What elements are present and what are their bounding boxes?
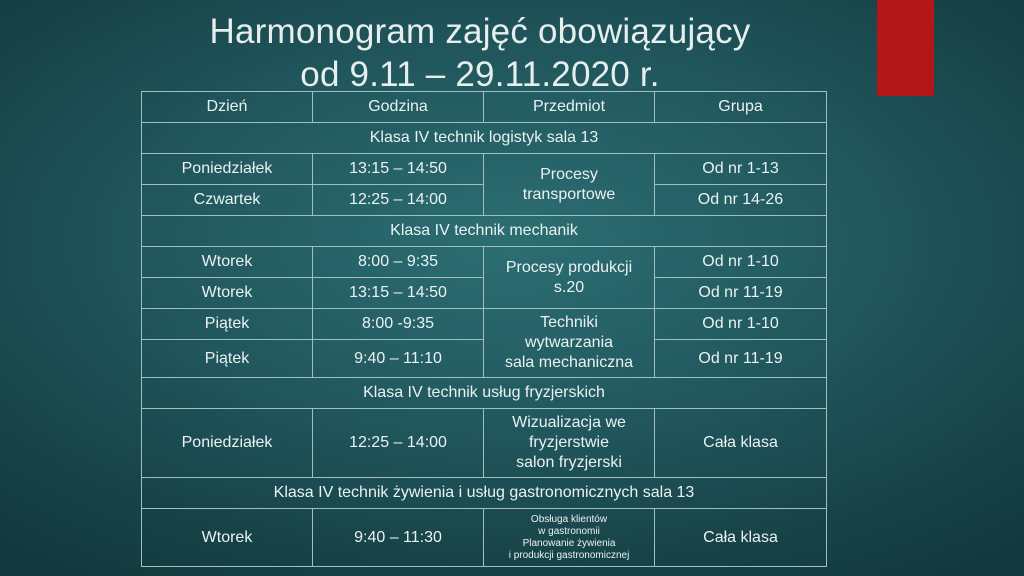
cell-day: Wtorek <box>142 509 313 567</box>
cell-subject <box>484 154 655 216</box>
subject-line: Procesy <box>540 165 598 183</box>
subject-line: salon fryzjerski <box>516 454 622 471</box>
header-row <box>142 92 827 123</box>
cell-group: Od nr 14-26 <box>655 185 827 216</box>
header-subject: Przedmiot <box>484 92 655 123</box>
cell-day: Piątek <box>142 309 313 340</box>
header-group: Grupa <box>655 92 827 123</box>
subject-line: Techniki <box>540 314 598 331</box>
cell-time: 9:40 – 11:30 <box>313 509 484 567</box>
subject-line: i produkcji gastronomicznej <box>508 549 630 561</box>
cell-time: 8:00 -9:35 <box>313 309 484 340</box>
section-title-row <box>142 123 827 154</box>
section-title: Klasa IV technik żywienia i usług gastronomicznych sala 13 <box>142 478 827 509</box>
schedule-table <box>141 91 827 567</box>
section-title: Klasa IV technik logistyk sala 13 <box>142 123 827 154</box>
subject-line: fryzjerstwie <box>528 434 609 451</box>
cell-subject <box>484 247 655 309</box>
cell-day: Poniedziałek <box>142 154 313 185</box>
section-title: Klasa IV technik usług fryzjerskich <box>142 378 827 409</box>
subject-line: sala mechaniczna <box>504 354 634 371</box>
cell-time: 13:15 – 14:50 <box>313 278 484 309</box>
table-row <box>142 409 827 478</box>
cell-subject <box>484 309 655 378</box>
cell-day: Wtorek <box>142 278 313 309</box>
cell-day: Piątek <box>142 340 313 378</box>
cell-group: Cała klasa <box>655 409 827 478</box>
cell-subject <box>484 409 655 478</box>
cell-time: 8:00 – 9:35 <box>313 247 484 278</box>
cell-day: Czwartek <box>142 185 313 216</box>
table-row <box>142 247 827 278</box>
cell-time: 12:25 – 14:00 <box>313 409 484 478</box>
cell-day: Wtorek <box>142 247 313 278</box>
cell-group: Od nr 11-19 <box>655 278 827 309</box>
header-time: Godzina <box>313 92 484 123</box>
section-title-row <box>142 478 827 509</box>
table-row <box>142 154 827 185</box>
slide-title <box>120 10 840 96</box>
cell-time: 12:25 – 14:00 <box>313 185 484 216</box>
cell-time: 13:15 – 14:50 <box>313 154 484 185</box>
header-day: Dzień <box>142 92 313 123</box>
subject-line: transportowe <box>522 185 616 203</box>
subject-line: Planowanie żywienia <box>522 537 616 549</box>
subject-line: w gastronomii <box>538 525 600 537</box>
cell-time: 9:40 – 11:10 <box>313 340 484 378</box>
cell-group: Od nr 1-10 <box>655 247 827 278</box>
cell-group: Od nr 1-10 <box>655 309 827 340</box>
cell-group: Od nr 1-13 <box>655 154 827 185</box>
subject-line: Wizualizacja we <box>512 414 626 431</box>
subject-line: Procesy produkcji <box>505 258 633 276</box>
cell-subject <box>484 509 655 567</box>
accent-bar <box>877 0 934 96</box>
title-line-1: Harmonogram zajęć obowiązujący <box>209 12 751 51</box>
cell-day: Poniedziałek <box>142 409 313 478</box>
subject-line: s.20 <box>553 278 585 296</box>
title-line-2: od 9.11 – 29.11.2020 r. <box>300 55 660 94</box>
section-title-row <box>142 378 827 409</box>
section-title: Klasa IV technik mechanik <box>142 216 827 247</box>
subject-line: Obsługa klientów <box>530 513 608 525</box>
cell-group: Cała klasa <box>655 509 827 567</box>
table-row <box>142 509 827 567</box>
table-row <box>142 309 827 340</box>
subject-line: wytwarzania <box>524 334 614 351</box>
cell-group: Od nr 11-19 <box>655 340 827 378</box>
section-title-row <box>142 216 827 247</box>
